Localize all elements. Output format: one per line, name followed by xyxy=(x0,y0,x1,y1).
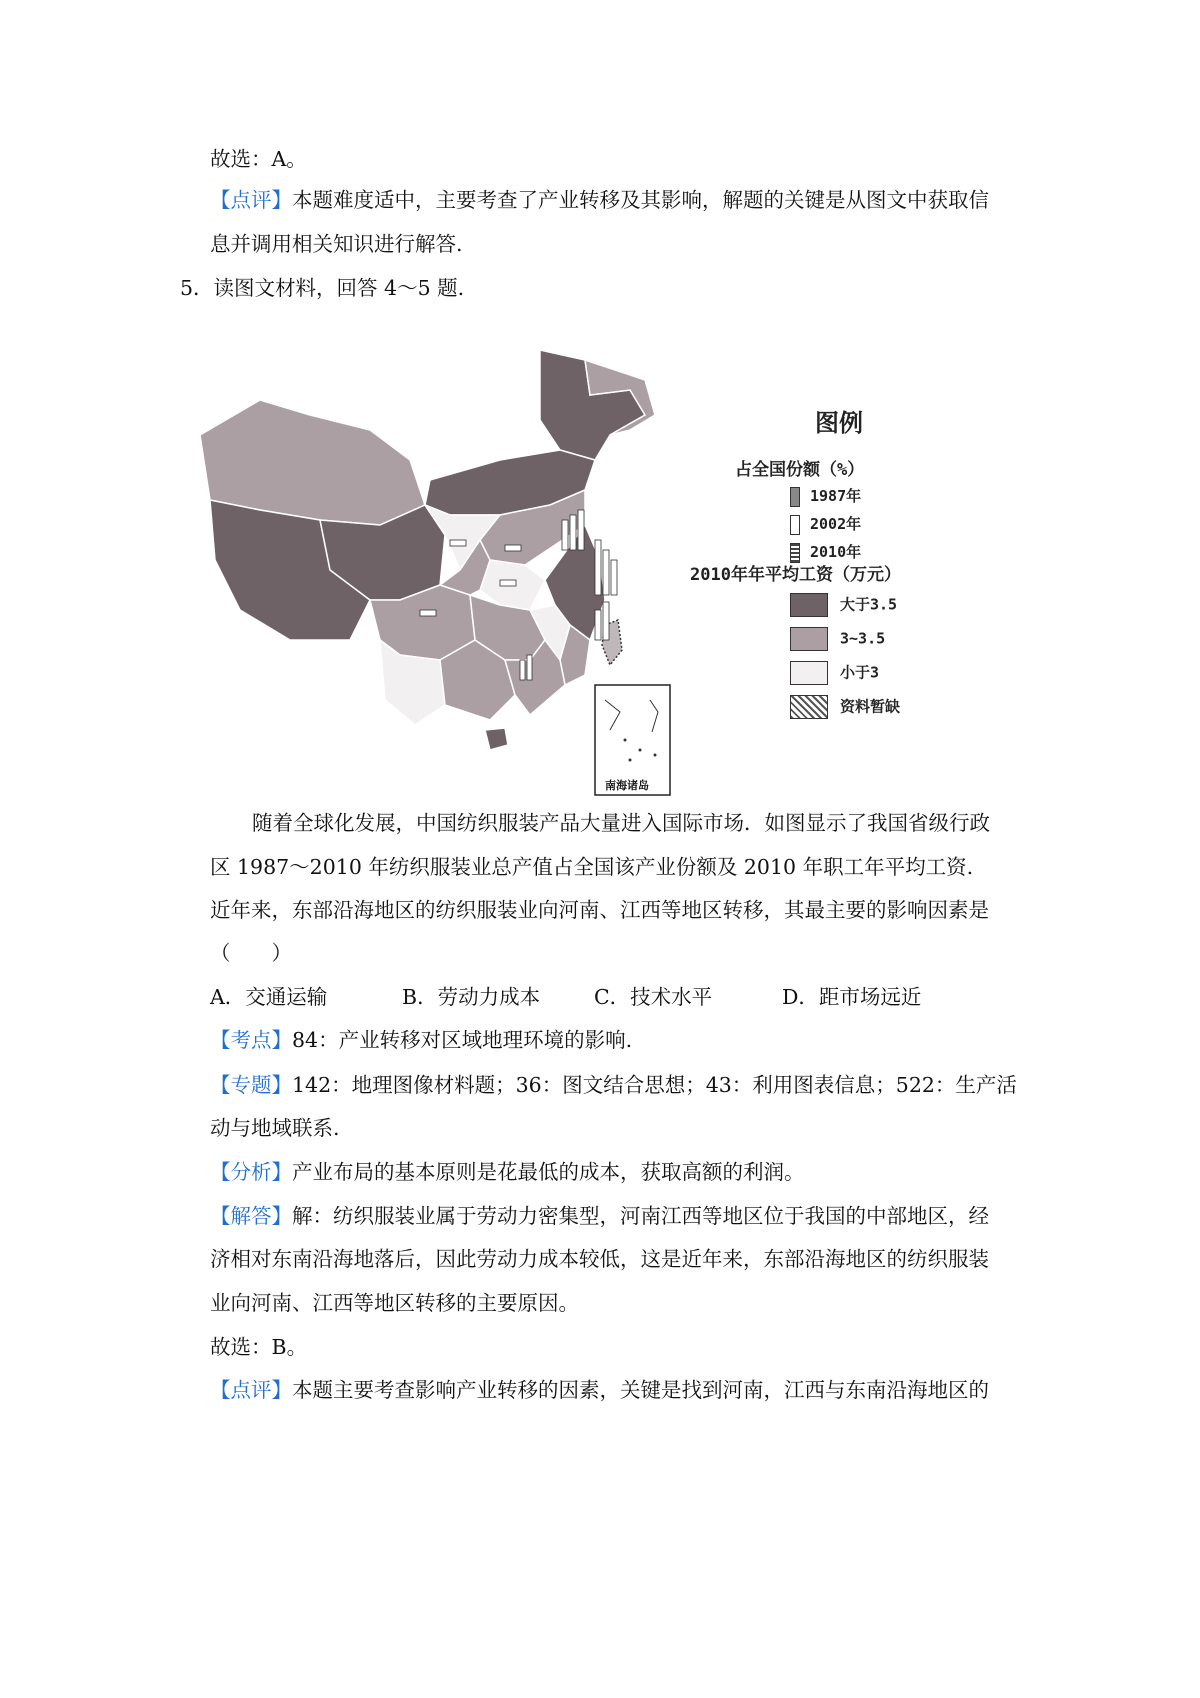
legend-wage-low: 小于3 xyxy=(790,661,879,685)
question-5-title: 5．读图文材料，回答 4～5 题. xyxy=(180,276,465,300)
legend-no-data: 资料暂缺 xyxy=(790,695,900,719)
region-hainan xyxy=(485,728,508,750)
china-map xyxy=(200,340,760,860)
option-d[interactable]: D．距市场远近 xyxy=(782,985,922,1009)
comment-line-2: 息并调用相关知识进行解答. xyxy=(210,232,463,256)
fenxi-text: 产业布局的基本原则是花最低的成本，获取高额的利润。 xyxy=(292,1160,805,1184)
comment-tag: 【点评】 xyxy=(210,188,292,212)
legend-2010: 2010年 xyxy=(790,541,861,563)
comment2-text: 本题主要考查影响产业转移的因素，关键是找到河南，江西与东南沿海地区的 xyxy=(292,1378,989,1402)
legend-2002: 2002年 xyxy=(790,513,861,535)
paragraph-line-1: 随着全球化发展，中国纺织服装产品大量进入国际市场．如图显示了我国省级行政 xyxy=(252,811,990,835)
inset-label: 南海诸岛 xyxy=(605,779,649,792)
comment2-line xyxy=(210,1375,989,1405)
bar-2002-icon xyxy=(790,515,800,535)
kaodian-text: 84：产业转移对区域地理环境的影响. xyxy=(292,1028,633,1052)
zhuanti-line-1 xyxy=(210,1070,1017,1100)
zhuanti-text: 142：地理图像材料题；36：图文结合思想；43：利用图表信息；522：生产活 xyxy=(292,1073,1017,1097)
kaodian-line xyxy=(210,1025,632,1055)
answer-line-1: 故选：A。 xyxy=(210,147,307,171)
legend-wage-mid: 3~3.5 xyxy=(790,627,885,651)
jieda-line-2: 济相对东南沿海地落后，因此劳动力成本较低，这是近年来，东部沿海地区的纺织服装 xyxy=(210,1247,989,1271)
jieda-text: 解：纺织服装业属于劳动力密集型，河南江西等地区位于我国的中部地区，经 xyxy=(292,1204,989,1228)
comment2-tag: 【点评】 xyxy=(210,1378,292,1402)
option-b[interactable]: B．劳动力成本 xyxy=(402,985,541,1009)
paragraph-line-2: 区 1987～2010 年纺织服装业总产值占全国该产业份额及 2010 年职工年平均工资. xyxy=(210,855,974,879)
fenxi-line xyxy=(210,1157,805,1187)
legend-title: 图例 xyxy=(815,409,863,437)
bar-1987-icon xyxy=(790,487,800,507)
map-legend xyxy=(690,395,1035,795)
kaodian-tag: 【考点】 xyxy=(210,1028,292,1052)
jieda-tag: 【解答】 xyxy=(210,1204,292,1228)
zhuanti-tag: 【专题】 xyxy=(210,1073,292,1097)
fenxi-tag: 【分析】 xyxy=(210,1160,292,1184)
china-map-figure xyxy=(200,340,760,860)
jieda-line-1 xyxy=(210,1201,989,1231)
comment-line-1 xyxy=(210,185,989,215)
question-blank: （ ） xyxy=(210,941,292,965)
option-c[interactable]: C．技术水平 xyxy=(594,985,713,1009)
legend-wage-title: 2010年年平均工资（万元） xyxy=(690,565,901,585)
legend-share-title: 占全国份额（%） xyxy=(735,460,865,480)
legend-wage-high: 大于3.5 xyxy=(790,593,897,617)
option-a[interactable]: A．交通运输 xyxy=(210,985,328,1009)
question-line-1: 近年来，东部沿海地区的纺织服装业向河南、江西等地区转移，其最主要的影响因素是 xyxy=(210,898,989,922)
answer-line-2: 故选：B。 xyxy=(210,1335,308,1359)
comment-text: 本题难度适中，主要考查了产业转移及其影响，解题的关键是从图文中获取信 xyxy=(292,188,989,212)
zhuanti-line-2: 动与地域联系. xyxy=(210,1116,340,1140)
legend-1987: 1987年 xyxy=(790,485,861,507)
jieda-line-3: 业向河南、江西等地区转移的主要原因。 xyxy=(210,1291,579,1315)
